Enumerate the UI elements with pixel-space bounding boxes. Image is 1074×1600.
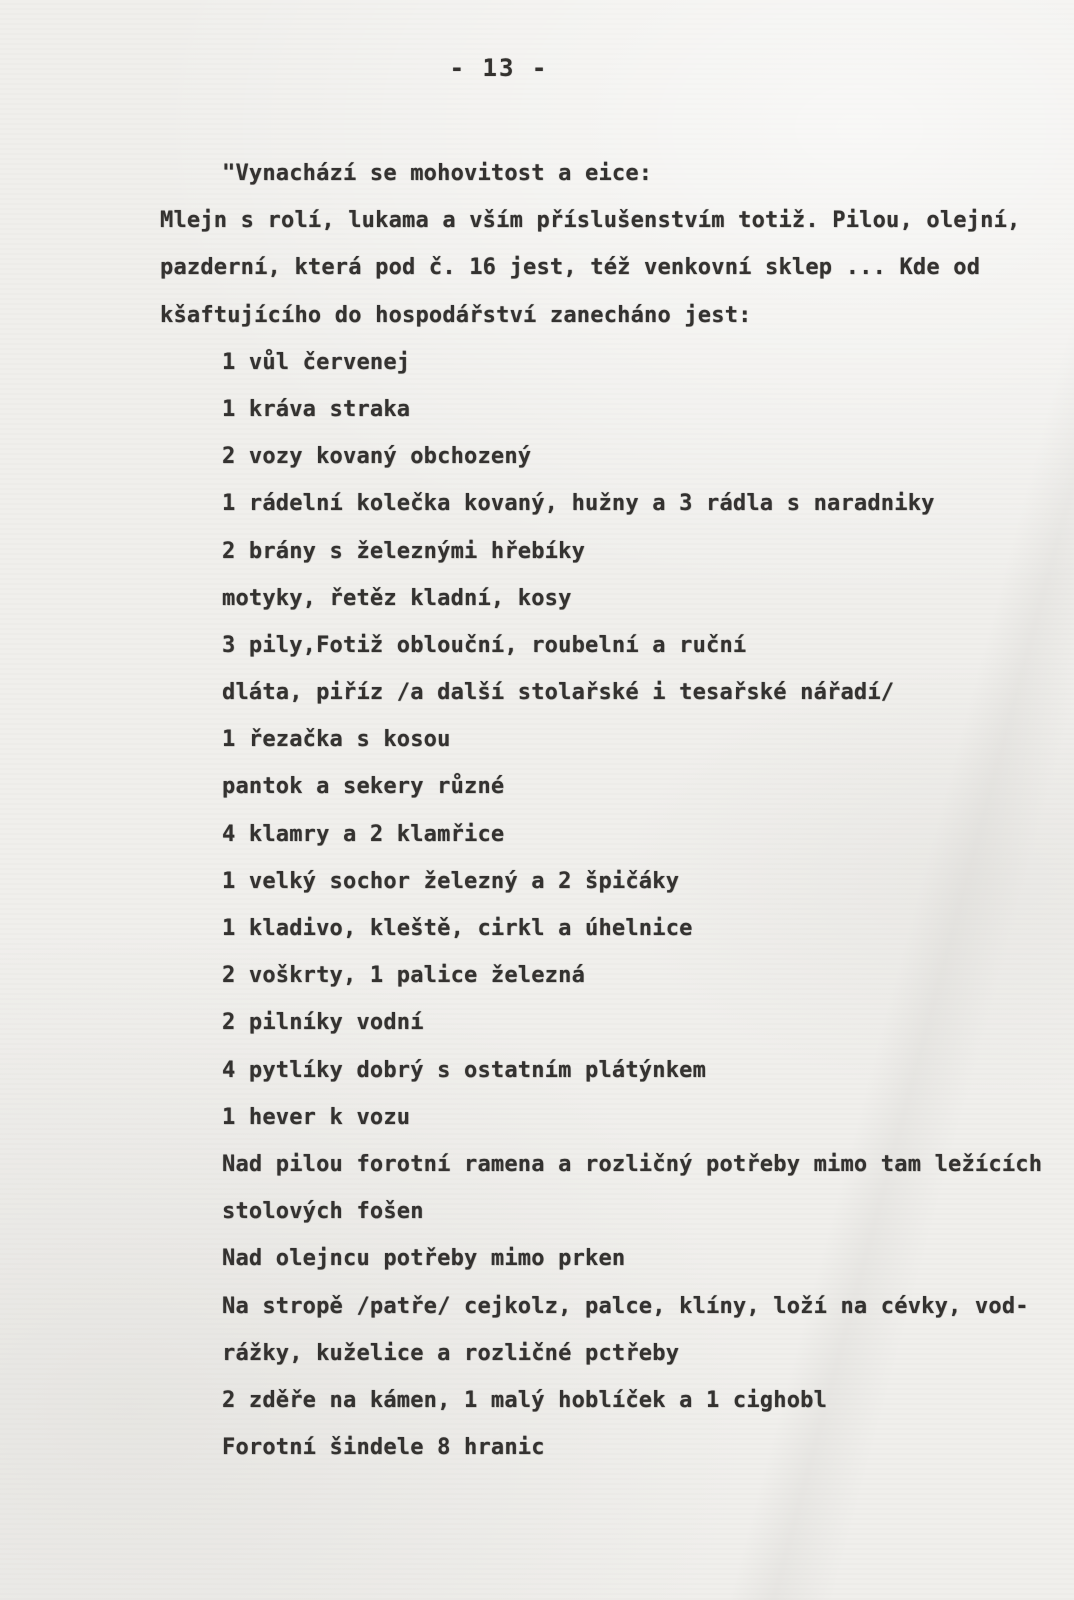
text-line: pantok a sekery různé: [222, 774, 505, 800]
text-line: 2 zděře na kámen, 1 malý hoblíček a 1 cighobl: [222, 1387, 828, 1413]
text-line: 1 řezačka s kosou: [222, 727, 451, 753]
document-body: [160, 150, 1054, 1471]
text-line: 4 klamry a 2 klamřice: [222, 821, 505, 847]
text-line: Na stropě /patře/ cejkolz, palce, klíny, loží na cévky, vod-: [222, 1293, 1029, 1319]
text-line: Nad olejncu potřeby mimo prken: [222, 1246, 626, 1272]
text-line: kšaftujícího do hospodářství zanecháno jest:: [160, 302, 752, 328]
text-line: 1 kladivo, kleště, cirkl a úhelnice: [222, 916, 693, 941]
text-line: 1 velký sochor železný a 2 špičáky: [222, 868, 680, 894]
page-number: - 13 -: [449, 54, 549, 82]
text-line: 3 pily,Fotiž oblouční, roubelní a ruční: [222, 632, 747, 658]
text-line: 1 hever k vozu: [222, 1104, 411, 1130]
text-line: rážky, kuželice a rozličné pctřeby: [222, 1340, 680, 1366]
text-line: Mlejn s rolí, lukama a vším příslušenstvím totiž. Pilou, olejní,: [160, 208, 1021, 234]
text-line: 2 vozy kovaný obchozený: [222, 444, 532, 470]
text-line: 4 pytlíky dobrý s ostatním plátýnkem: [222, 1057, 707, 1083]
text-line: 1 vůl červenej: [222, 349, 411, 375]
text-line: Forotní šindele 8 hranic: [222, 1435, 545, 1461]
text-line: 1 kráva straka: [222, 396, 411, 422]
text-line: pazderní, která pod č. 16 jest, též venkovní sklep ... Kde od: [160, 255, 981, 281]
text-line: 1 rádelní kolečka kovaný, hužny a 3 rádla s naradniky: [222, 491, 935, 517]
text-line: "Vynachází se mohovitost a eice:: [222, 161, 653, 186]
text-line: motyky, řetěz kladní, kosy: [222, 585, 572, 611]
text-line: 2 pilníky vodní: [222, 1010, 424, 1036]
text-line: 2 brány s železnými hřebíky: [222, 538, 586, 564]
text-line: 2 voškrty, 1 palice železná: [222, 963, 586, 989]
text-line: dláta, piříz /a další stolařské i tesařské nářadí/: [222, 680, 895, 706]
text-line: stolových fošen: [222, 1199, 424, 1225]
text-line: Nad pilou forotní ramena a rozličný potřeby mimo tam ležících: [222, 1151, 1043, 1177]
